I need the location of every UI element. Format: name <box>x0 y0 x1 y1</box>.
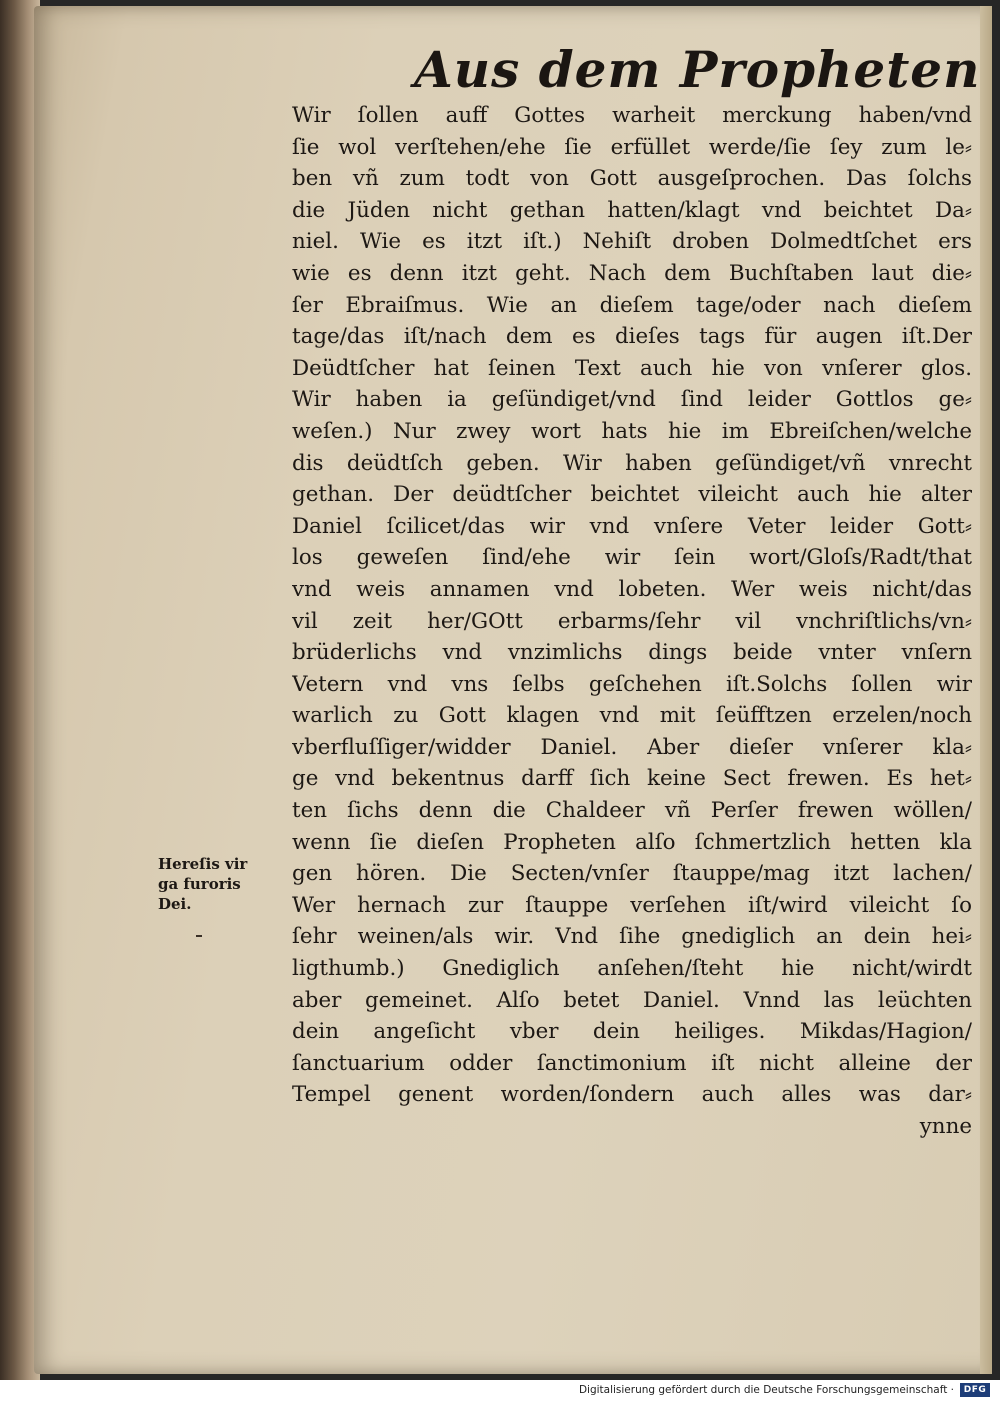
text-line: los geweſen ſind/ehe wir ſein wort/Gloſs/Radt/that <box>292 545 972 571</box>
text-line: dis deüdtſch geben. Wir haben geſündiget/vñ vnrecht <box>292 450 972 476</box>
text-line: gen hören. Die Secten/vnſer ſtauppe/mag itzt lachen/ <box>292 861 972 887</box>
text-line: ſanctuarium odder ſanctimonium iſt nicht alleine der <box>292 1050 972 1076</box>
text-line: vnd weis annamen vnd lobeten. Wer weis nicht/das <box>292 576 972 602</box>
text-line: ynne <box>919 1114 972 1139</box>
margin-note-line: ga furoris <box>158 875 241 893</box>
text-line: aber gemeinet. Alſo betet Daniel. Vnnd las leüchten <box>292 987 972 1013</box>
text-line: Tempel genent worden/ſondern auch alles was dar⸗ <box>292 1082 972 1108</box>
text-line: tage/das iſt/nach dem es dieſes tags für augen iſt.Der <box>292 324 972 350</box>
text-line: wie es denn itzt geht. Nach dem Buchſtaben laut die⸗ <box>292 260 972 286</box>
text-line: ſehr weinen/als wir. Vnd ſihe gnediglich an dein hei⸗ <box>292 924 972 950</box>
text-line: ben vñ zum todt von Gott ausgeſprochen. Das ſolchs <box>292 166 972 192</box>
text-line: warlich zu Gott klagen vnd mit ſeüfftzen erzelen/noch <box>292 703 972 729</box>
text-line: ſer Ebraiſmus. Wie an dieſem tage/oder nach dieſem <box>292 292 972 318</box>
text-line: Vetern vnd vns ſelbs geſchehen iſt.Solchs ſollen wir <box>292 671 972 697</box>
text-line: ge vnd bekentnus darff ſich keine Sect frewen. Es het⸗ <box>292 766 972 792</box>
text-line: niel. Wie es itzt iſt.) Nehiſt droben Dolmedtſchet ers <box>292 229 972 255</box>
text-line: Wer hernach zur ſtauppe verſehen iſt/wird vileicht ſo <box>292 892 972 918</box>
margin-note-line: Dei. <box>158 895 192 913</box>
text-line: Wir ſollen auff Gottes warheit merckung haben/vnd <box>292 103 972 128</box>
text-line: vberfluſſiger/widder Daniel. Aber dieſer vnſerer kla⸗ <box>292 734 972 760</box>
text-line: dein angeſicht vber dein heiliges. Mikdas/Hagion/ <box>292 1019 972 1045</box>
body-text <box>292 100 972 1143</box>
margin-note <box>158 854 278 914</box>
dfg-logo: DFG <box>960 1383 990 1397</box>
book-page <box>34 6 992 1374</box>
running-head: Aus dem Propheten <box>414 40 981 99</box>
text-line: die Jüden nicht gethan hatten/klagt vnd beichtet Da⸗ <box>292 197 972 223</box>
text-line: ten ſichs denn die Chaldeer vñ Perſer frewen wöllen/ <box>292 798 972 824</box>
text-line: Wir haben ia geſündiget/vnd ſind leider Gottlos ge⸗ <box>292 387 972 413</box>
text-line: weſen.) Nur zwey wort hats hie im Ebreiſchen/welche <box>292 418 972 444</box>
margin-note-line: Hereſis vir <box>158 855 248 873</box>
text-line: Daniel ſcilicet/das wir vnd vnſere Veter leider Gott⸗ <box>292 513 972 539</box>
text-line: wenn ſie dieſen Propheten alſo ſchmertzlich hetten kla <box>292 829 972 855</box>
text-line: ſie wol verſtehen/ehe ſie erfüllet werde/ſie ſey zum le⸗ <box>292 134 972 160</box>
text-line: Deüdtſcher hat ſeinen Text auch hie von vnſerer glos. <box>292 355 972 381</box>
text-line: ligthumb.) Gnediglich anſehen/ſteht hie nicht/wirdt <box>292 956 972 982</box>
text-line: vil zeit her/GOtt erbarms/ſehr vil vnchriſtlichs/vn⸗ <box>292 608 972 634</box>
page-edge <box>980 6 992 1374</box>
margin-mark <box>196 935 202 937</box>
footer <box>0 1380 1000 1402</box>
footer-attribution: Digitalisierung gefördert durch die Deutsche Forschungsgemeinschaft · <box>578 1384 954 1396</box>
text-line: brüderlichs vnd vnzimlichs dings beide vnter vnſern <box>292 640 972 666</box>
text-line: gethan. Der deüdtſcher beichtet vileicht auch hie alter <box>292 482 972 508</box>
